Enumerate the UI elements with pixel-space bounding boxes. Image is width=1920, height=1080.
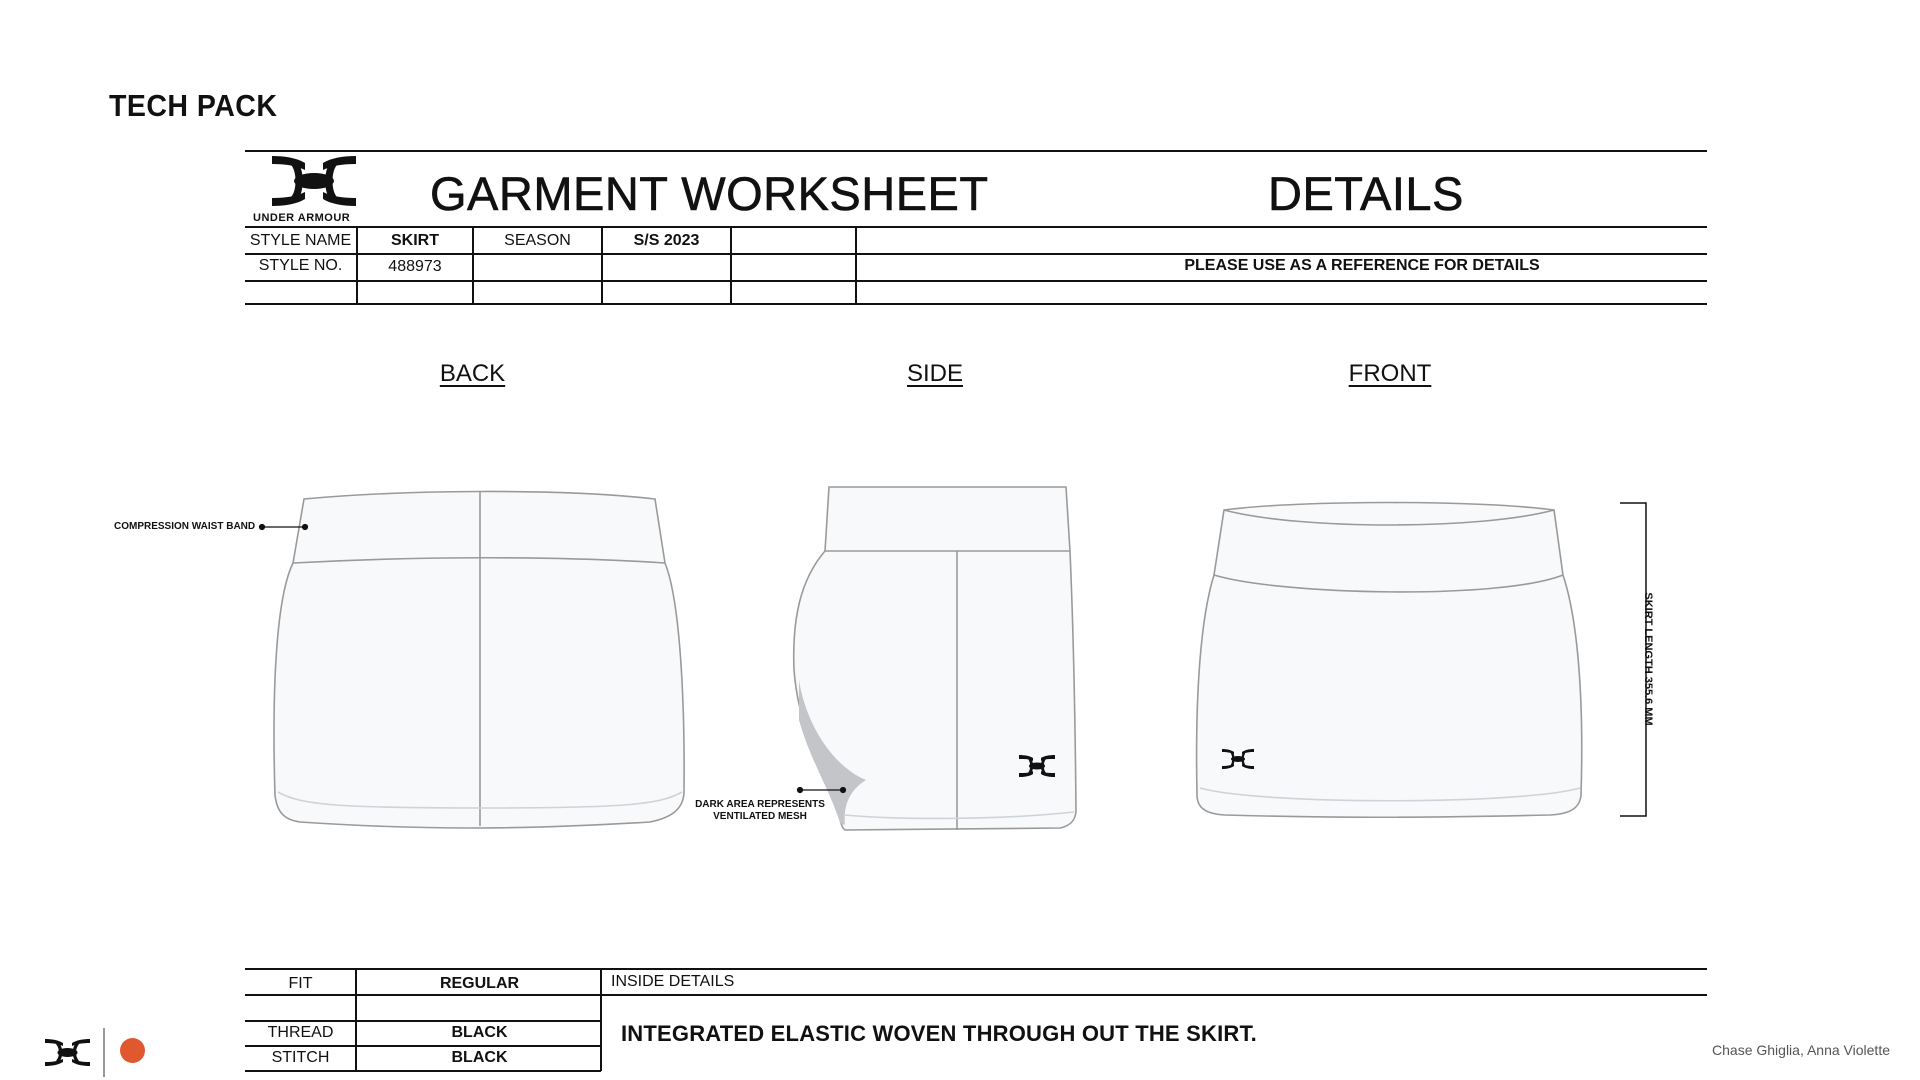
waistband-callout: COMPRESSION WAIST BAND (114, 521, 256, 532)
style-no-value: 488973 (388, 258, 442, 275)
stitch-label: STITCH (271, 1049, 330, 1066)
stitch-value: BLACK (451, 1049, 508, 1066)
front-view-label: FRONT (1348, 360, 1432, 387)
front-view-drawing (1197, 503, 1582, 818)
footer-ua-logo-icon (45, 1039, 90, 1066)
side-view-drawing (794, 487, 1076, 830)
thread-value: BLACK (451, 1024, 508, 1041)
mesh-callout-line1: DARK AREA REPRESENTS (695, 799, 825, 810)
back-view-label: BACK (439, 360, 506, 387)
fit-label: FIT (288, 975, 313, 992)
reference-note: PLEASE USE AS A REFERENCE FOR DETAILS (1184, 257, 1540, 274)
style-name-label: STYLE NAME (249, 232, 352, 249)
footer-credit: Chase Ghiglia, Anna Violette (1712, 1042, 1890, 1058)
style-name-value: SKIRT (391, 232, 439, 249)
page-title: TECH PACK (109, 88, 278, 123)
season-value: S/S 2023 (633, 232, 700, 249)
accent-dot (120, 1038, 145, 1063)
thread-label: THREAD (267, 1024, 334, 1041)
mesh-callout (690, 799, 830, 823)
season-label: SEASON (504, 232, 571, 249)
fit-value: REGULAR (439, 975, 520, 992)
style-no-label: STYLE NO. (258, 257, 343, 274)
mesh-callout-line2: VENTILATED MESH (713, 811, 807, 822)
worksheet-title: GARMENT WORKSHEET (430, 167, 989, 220)
back-view-drawing (274, 491, 684, 828)
details-title: DETAILS (1268, 167, 1464, 220)
skirt-length-label: SKIRT LENGTH 355.6 MM (1642, 592, 1654, 726)
inside-details-label: INSIDE DETAILS (611, 973, 735, 990)
logo-text: UNDER ARMOUR (253, 212, 351, 224)
side-view-label: SIDE (906, 360, 963, 387)
inside-details-text: INTEGRATED ELASTIC WOVEN THROUGH OUT THE SKIRT. (621, 1021, 1257, 1046)
